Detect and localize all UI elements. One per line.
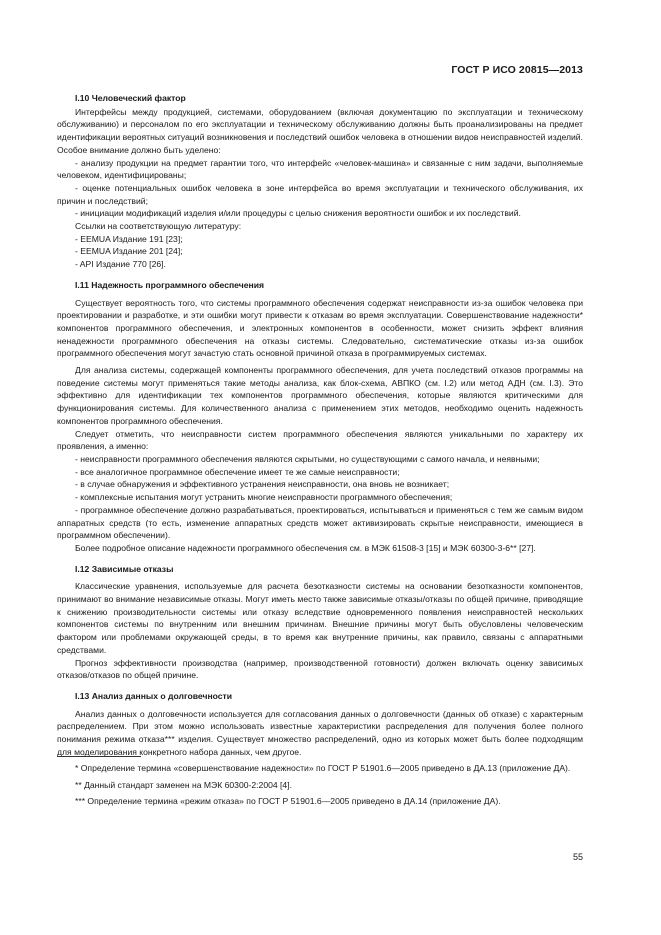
- footnote-rule: [57, 756, 141, 757]
- paragraph: Ссылки на соответствующую литературу:: [75, 221, 242, 232]
- paragraph: Для анализа системы, содержащей компоненты программного обеспечения, для учета последствий отказов программы на поведение системы могут применяться такие методы анализа, как блок-схема, АВПКО (см. I.2) или метод АДН (см. I.3). Это эффективно для идентификации тех компонентов программного обеспечения, которые являются критическими для функционирования системы. Для количественного анализа с применением этих методов, необходимо оценить надежность компонентов программного обеспечения.: [57, 365, 583, 426]
- page-number: 55: [572, 852, 583, 862]
- section-title: I.12 Зависимые отказы: [75, 563, 174, 574]
- list-item: - анализу продукции на предмет гарантии того, что интерфейс «человек-машина» и связанные с ним задачи, выполняемые человеком, идентифицированы;: [57, 157, 583, 181]
- section-i10: [57, 92, 583, 271]
- paragraph: Прогноз эффективности производства (например, производственной готовности) должен включать оценку зависимых отказов/отказов по общей причине.: [57, 657, 583, 681]
- document-body: [57, 92, 583, 766]
- footnote: * Определение термина «совершенствование надежности» по ГОСТ Р 51901.6—2005 приведено в ДА.13 (приложение ДА).: [75, 763, 571, 773]
- paragraph: Анализ данных о долговечности используется для согласования данных о долговечности (данных об отказе) с характерным распределением. При этом можно использовать известные характеристики распределения для получения более полного понимания режима отказа*** изделия. Существует множество распределений, одно из которых может быть более подходящим для моделирования конкретного набора данных, чем другое.: [57, 708, 583, 757]
- list-item: - инициации модификаций изделия и/или процедуры с целью снижения вероятности ошибок и их последствий.: [75, 208, 521, 219]
- document-header: ГОСТ Р ИСО 20815—2013: [451, 64, 583, 76]
- list-item: - программное обеспечение должно разрабатываться, проектироваться, испытываться и применяться с тем же самым видом аппаратных средств (то есть, изменение аппаратных средств может активизировать скрытые неисправности, имеющиеся в программном обеспечении).: [57, 504, 583, 541]
- paragraph: Следует отметить, что неисправности систем программного обеспечения являются уникальными по характеру их проявления, а именно:: [57, 428, 583, 452]
- section-i13: [57, 690, 583, 759]
- section-title: I.10 Человеческий фактор: [75, 93, 186, 103]
- section-title: I.11 Надежность программного обеспечения: [75, 279, 265, 290]
- list-item: - в случае обнаружения и эффективного устранения неисправности, она вновь не возникает;: [75, 479, 450, 490]
- paragraph: Классические уравнения, используемые для расчета безотказности системы на основании безотказности компонентов, принимают во внимание независимые отказы. Могут иметь место также зависимые отказы/отказы по общей причине, приводящие к снижению производительности системы или отказу вследствие одновременного появления неисправностей нескольких компонентов системы по внутренним или внешним причинам. Внешние причины могут быть обусловлены человеческим фактором или проблемами окружающей среды, в то время как внутренние причины, как правило, связаны с аппаратными средствами.: [57, 581, 583, 655]
- paragraph: Существует вероятность того, что системы программного обеспечения содержат неисправности из-за ошибок человека при проектировании и разработке, и эти ошибки могут привести к отказам во время эксплуатации. Совершенствование надежности* компонентов программного обеспечения, и электронных компонентов в особенности, может снизить эффект влияния ненадежности программного обеспечения на отказы системы. Следовательно, систематические отказы из-за ошибок программного обеспечения могут зачастую стать основной причиной отказа в программируемых системах.: [57, 297, 583, 359]
- list-item: - все аналогичное программное обеспечение имеет те же самые неисправности;: [75, 466, 400, 477]
- section-i11: [57, 279, 583, 555]
- section-title: I.13 Анализ данных о долговечности: [75, 690, 233, 701]
- paragraph: Интерфейсы между продукцией, системами, оборудованием (включая документацию по эксплуатации и техническому обслуживанию) и персоналом по его эксплуатации и техническому обслуживанию должны быть проанализированы на предмет идентификации вероятных ситуаций возникновения и последствий ошибок человека в отношении видов неисправностей изделий. Особое внимание должно быть уделено:: [57, 106, 583, 155]
- footnote: *** Определение термина «режим отказа» по ГОСТ Р 51901.6—2005 приведено в ДА.14 (приложение ДА).: [75, 796, 501, 806]
- paragraph: Более подробное описание надежности программного обеспечения см. в МЭК 61508-3 [15] и МЭК 60300-3-6** [27].: [75, 542, 536, 553]
- list-item: - API Издание 770 [26].: [75, 259, 166, 270]
- footnotes: [57, 756, 583, 812]
- footnote: ** Данный стандарт заменен на МЭК 60300-2:2004 [4].: [75, 779, 292, 790]
- list-item: - комплексные испытания могут устранить многие неисправности программного обеспечения;: [75, 492, 453, 503]
- list-item: - оценке потенциальных ошибок человека в зоне интерфейса во время эксплуатации и технического обслуживания, их причин и последствий;: [57, 182, 583, 206]
- section-i12: [57, 563, 583, 682]
- list-item: - EEMUA Издание 191 [23];: [75, 233, 183, 244]
- list-item: - EEMUA Издание 201 [24];: [75, 246, 183, 257]
- list-item: - неисправности программного обеспечения являются скрытыми, но существующими с самого начала, и неявными;: [75, 453, 540, 464]
